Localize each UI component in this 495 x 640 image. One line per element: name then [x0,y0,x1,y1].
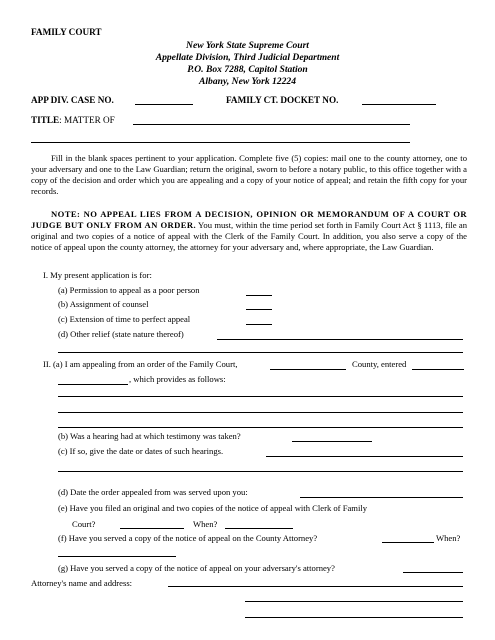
item-2c-field[interactable] [266,456,463,457]
item-2e-when-label: When? [193,519,218,529]
section-1-heading: I. My present application is for: [43,270,152,280]
item-1a-field[interactable] [246,295,272,296]
item-1d-field-line-2[interactable] [58,352,463,353]
item-1d-field[interactable] [217,339,463,340]
item-2f-when-label: When? [436,533,461,543]
title-field-line-2[interactable] [31,142,410,143]
item-2a-county-label: County, entered [352,359,407,369]
note-bold: NOTE: NO APPEAL LIES FROM A DECISION, OPINION OR MEMORANDUM OF A COURT OR JUDGE BUT ONLY FROM AN ORDER. [31,209,467,230]
item-1d-label: (d) Other relief (state nature thereof) [58,329,184,339]
item-2a-line-1[interactable] [58,396,463,397]
address-line-3: P.O. Box 7288, Capitol Station [187,64,308,75]
app-div-case-label: APP DIV. CASE NO. [31,95,114,105]
item-2f-when-field[interactable] [58,556,176,557]
attorney-label: Attorney's name and address: [31,578,133,588]
item-1b-label: (b) Assignment of counsel [58,299,149,309]
item-2a-provides-label: , which provides as follows: [129,374,226,384]
item-1c-label: (c) Extension of time to perfect appeal [58,314,191,324]
item-2a-county-field[interactable] [270,369,346,370]
item-2a-entered-field-2[interactable] [58,384,128,385]
item-2b-label: (b) Was a hearing had at which testimony was taken? [58,431,241,441]
item-2a-line-3[interactable] [58,427,463,428]
item-2c-line-2[interactable] [58,471,463,472]
address-line-4: Albany, New York 12224 [198,76,296,87]
item-2e-label: (e) Have you filed an original and two copies of the notice of appeal with Clerk of Family [58,503,368,513]
title-field[interactable] [133,124,410,125]
title-bold: TITLE [31,115,60,125]
title-label [31,115,115,125]
item-2g-field[interactable] [403,572,463,573]
item-2f-field[interactable] [382,542,434,543]
family-ct-docket-label: FAMILY CT. DOCKET NO. [226,95,339,105]
item-1c-field[interactable] [246,324,272,325]
item-2a-entered-field[interactable] [412,369,464,370]
item-2f-label: (f) Have you served a copy of the notice of appeal on the County Attorney? [58,533,318,543]
family-ct-docket-field[interactable] [362,104,436,105]
item-2a-label: II. (a) I am appealing from an order of the Family Court, [43,359,238,369]
instructions-paragraph: Fill in the blank spaces pertinent to your application. Complete five (5) copies: mail one to the county attorney, one to your adversary and one to the Law Guardian; return the original, sworn to before a notary public, to this office together with a copy of the decision and order which you are appealing and a copy of your notice of appeal; and retain the fifth copy for your records. [31,153,467,196]
address-line-1: New York State Supreme Court [186,40,309,51]
court-label: FAMILY COURT [31,27,102,37]
note-rest: You must, within the time period set forth in Family Court Act § 1113, file an original and two copies of a notice of appeal with the Clerk of the Family Court. In addition, you also serve a copy of the notice of appeal upon the county attorney, the attorney for your adversary and, where appropriate, the Law Guardian. [31,219,467,252]
attorney-field-line-1[interactable] [168,586,463,587]
attorney-field-line-3[interactable] [245,617,463,618]
item-2a-line-2[interactable] [58,412,463,413]
item-2b-field[interactable] [292,441,372,442]
note-paragraph [31,209,467,253]
address-line-2: Appellate Division, Third Judicial Department [155,52,340,63]
item-1b-field[interactable] [246,309,272,310]
item-2c-label: (c) If so, give the date or dates of such hearings. [58,446,224,456]
item-2g-label: (g) Have you served a copy of the notice of appeal on your adversary's attorney? [58,563,335,573]
item-1a-label: (a) Permission to appeal as a poor person [58,285,200,295]
item-2d-field[interactable] [300,497,463,498]
title-rest: : MATTER OF [59,115,115,125]
item-2e-court-field[interactable] [120,528,184,529]
app-div-case-field[interactable] [135,104,193,105]
item-2d-label: (d) Date the order appealed from was served upon you: [58,487,248,497]
item-2e-court-label: Court? [72,519,96,529]
attorney-field-line-2[interactable] [245,601,463,602]
item-2e-when-field[interactable] [225,528,293,529]
